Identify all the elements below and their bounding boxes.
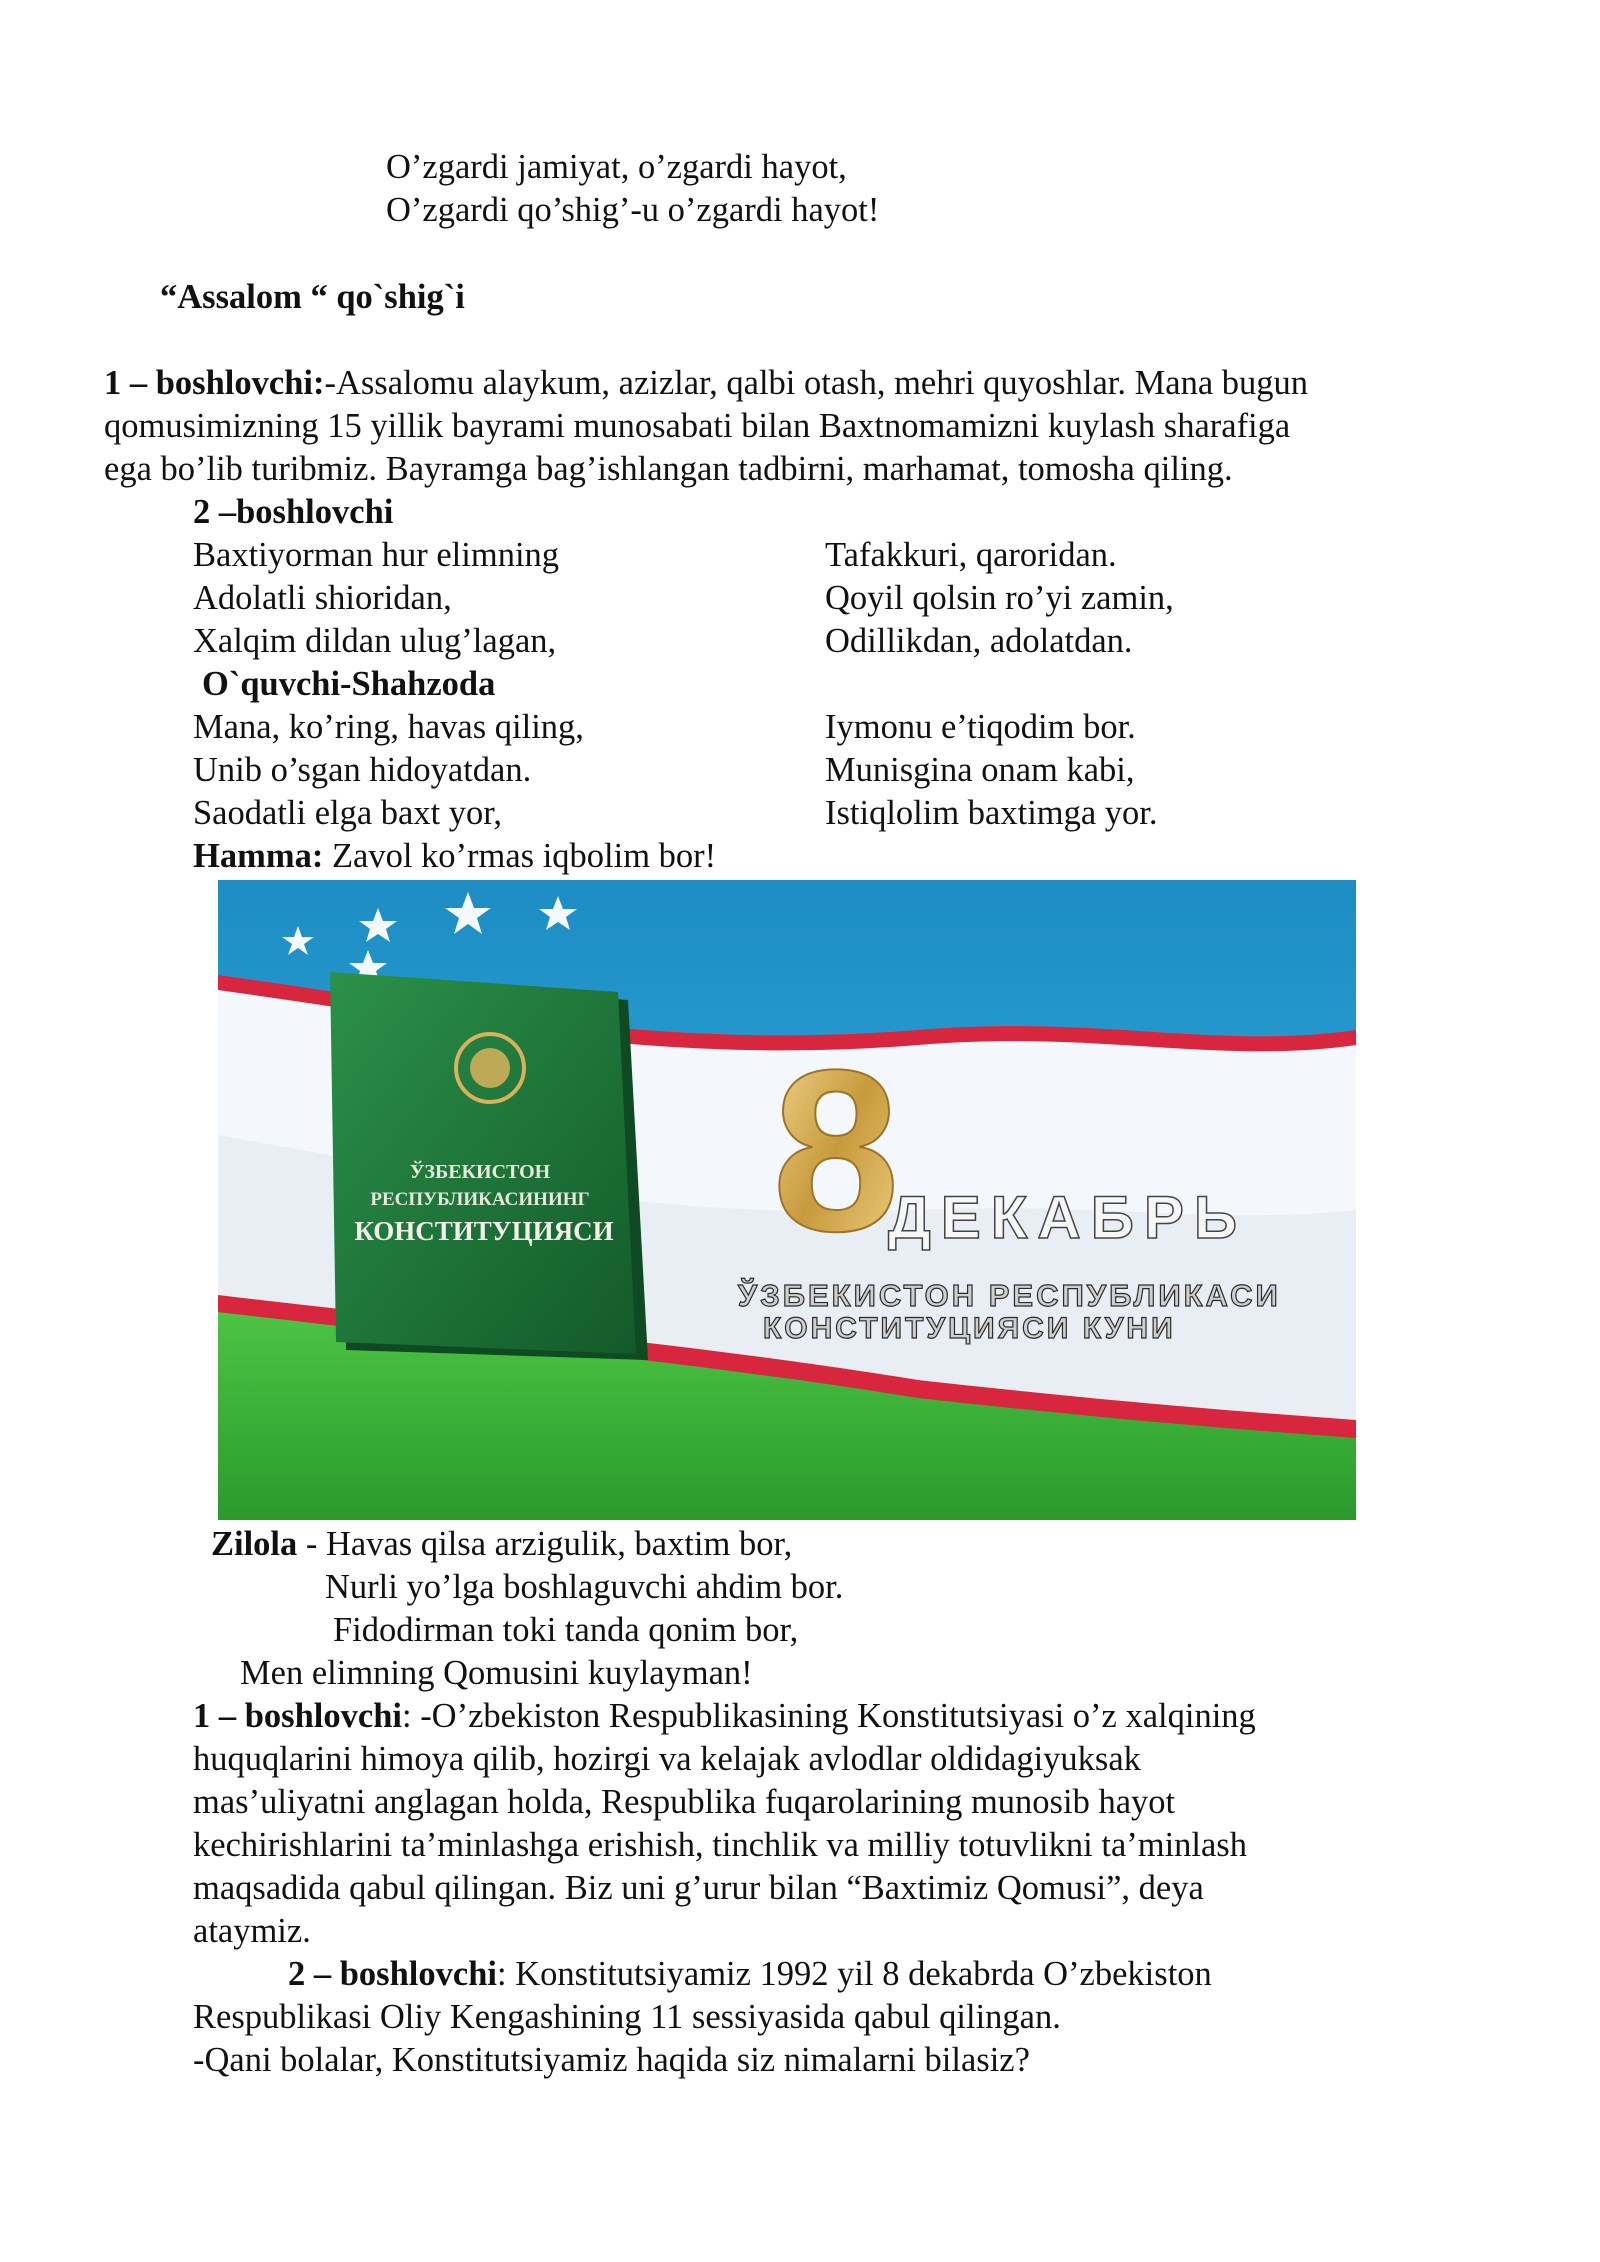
zilola-line-2: Nurli yo’lga boshlaguvchi ahdim bor.: [325, 1568, 844, 1606]
speaker1b-line-1: [193, 1695, 1256, 1738]
verse1-right-2: Qoyil qolsin ro’yi zamin,: [825, 579, 1174, 617]
speaker1b-label: 1 – boshlovchi: [193, 1697, 402, 1735]
verse1-left-3: Xalqim dildan ulug’lagan,: [193, 622, 557, 660]
caption-line-1: ЎЗБЕКИСТОН РЕСПУБЛИКАСИ: [738, 1278, 1281, 1313]
speaker1-line-1: [104, 362, 1308, 405]
speaker2b-label: 2 – boshlovchi: [288, 1955, 497, 1993]
speaker2b-line-1: [288, 1953, 1212, 1996]
verse2-left-3: Saodatli elga baxt yor,: [193, 794, 503, 832]
speaker1b-line-3: mas’uliyatni anglagan holda, Respublika fuqarolarining munosib hayot: [193, 1783, 1176, 1821]
verse2-left-2: Unib o’sgan hidoyatdan.: [193, 751, 532, 789]
all-text: Zavol ko’rmas iqbolim bor!: [323, 837, 717, 875]
big-number-8: 8: [772, 1022, 900, 1279]
constitution-book: [330, 972, 648, 1360]
book-line-2: РЕСПУБЛИКАСИНИНГ: [370, 1189, 590, 1210]
constitution-day-banner: [218, 880, 1356, 1520]
verse2-right-2: Munisgina onam kabi,: [825, 751, 1135, 789]
zilola-line-1: [211, 1523, 792, 1566]
speaker1-text-1: -Assalomu alaykum, azizlar, qalbi otash, mehri quyoshlar. Mana bugun: [324, 364, 1309, 402]
speaker1-line-2: qomusimizning 15 yillik bayrami munosabati bilan Baxtnomamizni kuylash sharafiga: [104, 407, 1291, 445]
speaker2b-line-2: Respublikasi Oliy Kengashining 11 sessiyasida qabul qilingan.: [193, 1998, 1061, 2036]
question-line: -Qani bolalar, Konstitutsiyamiz haqida siz nimalarni bilasiz?: [193, 2041, 1030, 2079]
book-line-3: КОНСТИТУЦИЯСИ: [354, 1216, 614, 1246]
speaker2-heading: 2 –boshlovchi: [193, 493, 394, 531]
poem-intro-line-2: O’zgardi qo’shig’-u o’zgardi hayot!: [386, 191, 880, 229]
speaker1-line-3: ega bo’lib turibmiz. Bayramga bag’ishlangan tadbirni, marhamat, tomosha qiling.: [104, 450, 1233, 488]
zilola-line-4: Men elimning Qomusini kuylayman!: [240, 1654, 753, 1692]
speaker2b-text-1: : Konstitutsiyamiz 1992 yil 8 dekabrda O’zbekiston: [496, 1955, 1212, 1993]
verse2-left-1: Mana, ko’ring, havas qiling,: [193, 708, 584, 746]
caption-line-2: КОНСТИТУЦИЯСИ КУНИ: [763, 1312, 1176, 1345]
student-heading: O`quvchi-Shahzoda: [202, 665, 496, 703]
speaker1b-line-4: kechirishlarini ta’minlashga erishish, tinchlik va milliy totuvlikni ta’minlash: [193, 1826, 1247, 1864]
poem-intro-line-1: O’zgardi jamiyat, o’zgardi hayot,: [386, 148, 847, 186]
verse1-left-2: Adolatli shioridan,: [193, 579, 452, 617]
all-line: [193, 835, 716, 878]
verse2-right-3: Istiqlolim baxtimga yor.: [825, 794, 1158, 832]
verse1-left-1: Baxtiyorman hur elimning: [193, 536, 560, 574]
all-label: Hamma:: [193, 837, 324, 875]
zilola-text-1: - Havas qilsa arzigulik, baxtim bor,: [297, 1525, 793, 1563]
zilola-line-3: Fidodirman toki tanda qonim bor,: [333, 1611, 799, 1649]
verse2-right-1: Iymonu e’tiqodim bor.: [825, 708, 1136, 746]
speaker1-label: 1 – boshlovchi:: [104, 364, 325, 402]
speaker1b-line-6: ataymiz.: [193, 1912, 311, 1950]
speaker1b-line-2: huquqlarini himoya qilib, hozirgi va kelajak avlodlar oldidagiyuksak: [193, 1740, 1141, 1778]
speaker1b-text-1: : -O’zbekiston Respublikasining Konstitutsiyasi o’z xalqining: [401, 1697, 1256, 1735]
song-title: “Assalom “ qo`shig`i: [160, 278, 465, 316]
book-line-1: ЎЗБЕКИСТОН: [409, 1161, 551, 1183]
month-text: ДЕКАБРЬ: [888, 1184, 1247, 1251]
speaker1b-line-5: maqsadida qabul qilingan. Biz uni g’urur bilan “Baxtimiz Qomusi”, deya: [193, 1869, 1204, 1907]
verse1-right-3: Odillikdan, adolatdan.: [825, 622, 1133, 660]
verse1-right-1: Tafakkuri, qaroridan.: [825, 536, 1117, 574]
zilola-label: Zilola: [211, 1525, 298, 1563]
